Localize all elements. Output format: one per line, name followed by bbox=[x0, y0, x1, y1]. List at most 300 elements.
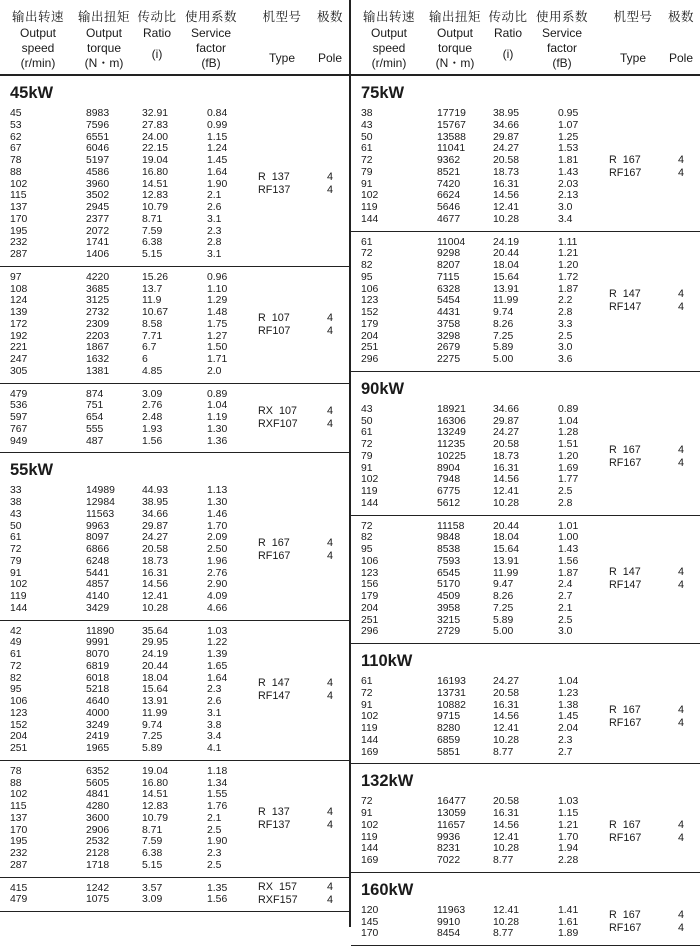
fb-cell: 1.45 bbox=[558, 711, 579, 723]
ratio-cell: 16.31 bbox=[493, 699, 520, 711]
speed-cell: 62 bbox=[10, 131, 22, 143]
ratio-cell: 12.41 bbox=[493, 831, 520, 843]
fb-cell: 1.04 bbox=[558, 676, 579, 687]
fb-cell: 2.8 bbox=[558, 497, 573, 509]
speed-cell: 91 bbox=[361, 462, 373, 474]
ratio-cell: 1.56 bbox=[142, 435, 163, 447]
speed-cell: 179 bbox=[361, 591, 379, 602]
header-cell bbox=[356, 0, 422, 71]
ratio-cell: 16.80 bbox=[142, 777, 169, 789]
speed-cell: 72 bbox=[361, 439, 373, 450]
fb-cell: 2.5 bbox=[207, 824, 222, 836]
group-rule bbox=[351, 231, 700, 232]
ratio-cell: 3.57 bbox=[142, 882, 163, 894]
header-en: torque bbox=[86, 41, 122, 55]
data-group bbox=[351, 905, 700, 940]
fb-cell: 1.38 bbox=[558, 699, 579, 711]
ratio-cell: 10.28 bbox=[493, 843, 520, 855]
fb-cell: 0.89 bbox=[558, 403, 579, 415]
fb-cell: 4.09 bbox=[207, 591, 228, 602]
fb-cell: 2.6 bbox=[207, 202, 222, 213]
power-heading: 132kW bbox=[361, 772, 414, 791]
torque-cell: 14989 bbox=[86, 485, 115, 497]
ratio-cell: 8.26 bbox=[493, 591, 514, 602]
fb-cell: 2.1 bbox=[207, 190, 222, 202]
speed-cell: 42 bbox=[10, 625, 22, 637]
pole-count: 4 bbox=[678, 831, 685, 844]
fb-cell: 1.35 bbox=[207, 882, 228, 894]
speed-column bbox=[10, 485, 27, 614]
header-en: (i) bbox=[502, 47, 514, 61]
fb-cell: 2.8 bbox=[207, 237, 222, 249]
speed-cell: 296 bbox=[361, 626, 379, 638]
header-en: Output bbox=[19, 26, 57, 40]
fb-cell: 1.25 bbox=[558, 131, 579, 143]
ratio-cell: 16.31 bbox=[493, 808, 520, 819]
fb-cell: 2.3 bbox=[558, 734, 573, 746]
pole-count: 4 bbox=[327, 536, 334, 549]
speed-column bbox=[10, 883, 27, 907]
header-en: (r/min) bbox=[371, 56, 407, 70]
ratio-cell: 10.79 bbox=[142, 202, 169, 213]
ratio-cell: 34.66 bbox=[493, 403, 520, 415]
speed-cell: 82 bbox=[361, 532, 373, 544]
header-en: Output bbox=[370, 26, 408, 40]
speed-cell: 102 bbox=[10, 178, 28, 190]
header-zh: 机型号 bbox=[262, 10, 302, 24]
header-zh: 极数 bbox=[316, 10, 343, 24]
fb-cell: 2.6 bbox=[207, 696, 222, 707]
speed-cell: 82 bbox=[361, 260, 373, 271]
torque-cell: 9936 bbox=[437, 831, 461, 843]
pole-count: 4 bbox=[678, 166, 685, 179]
fb-cell: 1.69 bbox=[558, 462, 579, 474]
speed-cell: 251 bbox=[10, 743, 28, 754]
header-en: Type bbox=[619, 51, 646, 65]
torque-column bbox=[437, 521, 464, 639]
speed-cell: 296 bbox=[361, 354, 379, 365]
fb-cell: 1.19 bbox=[207, 412, 228, 423]
fb-column bbox=[207, 108, 227, 261]
ratio-cell: 12.41 bbox=[493, 202, 520, 213]
pole-count: 4 bbox=[327, 818, 334, 831]
group-rule bbox=[0, 452, 349, 453]
speed-cell: 106 bbox=[361, 555, 379, 567]
torque-cell: 10225 bbox=[437, 450, 466, 462]
torque-column bbox=[437, 796, 466, 867]
speed-cell: 43 bbox=[361, 119, 373, 131]
ratio-column bbox=[142, 766, 168, 872]
ratio-cell: 14.51 bbox=[142, 178, 169, 190]
torque-cell: 2203 bbox=[86, 330, 110, 342]
fb-cell: 1.65 bbox=[207, 660, 228, 672]
ratio-cell: 13.91 bbox=[493, 555, 520, 567]
speed-cell: 61 bbox=[10, 532, 22, 544]
ratio-cell: 18.04 bbox=[493, 260, 520, 271]
torque-column bbox=[437, 404, 466, 510]
fb-cell: 1.01 bbox=[558, 520, 579, 532]
speed-cell: 78 bbox=[10, 765, 22, 777]
fb-column bbox=[558, 404, 578, 510]
torque-cell: 8231 bbox=[437, 843, 461, 855]
speed-cell: 232 bbox=[10, 848, 28, 859]
fb-cell: 2.3 bbox=[207, 684, 222, 696]
fb-cell: 1.21 bbox=[558, 248, 579, 260]
speed-cell: 91 bbox=[361, 178, 373, 190]
ratio-cell: 34.66 bbox=[493, 119, 520, 131]
fb-cell: 1.03 bbox=[558, 796, 579, 808]
group-rule bbox=[351, 515, 700, 516]
ratio-cell: 24.27 bbox=[142, 532, 169, 544]
speed-cell: 72 bbox=[361, 155, 373, 166]
fb-cell: 2.5 bbox=[558, 614, 573, 626]
header-en: Ratio bbox=[142, 26, 171, 40]
torque-cell: 3758 bbox=[437, 318, 461, 330]
model-type: R 107 bbox=[258, 311, 290, 324]
speed-cell: 169 bbox=[361, 855, 379, 866]
speed-cell: 479 bbox=[10, 894, 28, 906]
torque-cell: 4509 bbox=[437, 591, 461, 602]
torque-cell: 3502 bbox=[86, 190, 110, 202]
fb-cell: 2.28 bbox=[558, 855, 579, 866]
torque-cell: 9848 bbox=[437, 532, 461, 544]
fb-cell: 1.96 bbox=[207, 555, 228, 567]
pole-count: 4 bbox=[327, 404, 334, 417]
torque-cell: 874 bbox=[86, 388, 104, 400]
ratio-cell: 10.28 bbox=[493, 213, 520, 225]
group-rule bbox=[0, 383, 349, 384]
ratio-column bbox=[493, 905, 519, 940]
fb-cell: 1.77 bbox=[558, 474, 579, 486]
fb-cell: 2.09 bbox=[207, 532, 228, 544]
pole-count: 4 bbox=[678, 909, 685, 922]
torque-cell: 8280 bbox=[437, 723, 461, 734]
header-zh: 输出转速 bbox=[11, 10, 64, 24]
torque-cell: 8521 bbox=[437, 166, 461, 178]
torque-cell: 8097 bbox=[86, 532, 110, 544]
ratio-cell: 1.93 bbox=[142, 423, 163, 435]
header-en: (fB) bbox=[552, 56, 572, 70]
torque-cell: 11158 bbox=[437, 520, 465, 532]
fb-cell: 1.29 bbox=[207, 295, 228, 307]
speed-cell: 43 bbox=[361, 403, 373, 415]
ratio-cell: 16.31 bbox=[142, 567, 169, 579]
torque-cell: 12984 bbox=[86, 497, 115, 508]
ratio-cell: 29.95 bbox=[142, 637, 169, 649]
torque-cell: 555 bbox=[86, 423, 104, 435]
model-type: RF147 bbox=[609, 301, 642, 314]
ratio-cell: 20.58 bbox=[493, 687, 520, 699]
pole-count: 4 bbox=[678, 456, 685, 469]
ratio-cell: 16.31 bbox=[493, 462, 520, 474]
ratio-cell: 5.89 bbox=[493, 342, 514, 354]
ratio-cell: 14.56 bbox=[493, 819, 520, 831]
torque-cell: 2128 bbox=[86, 848, 110, 859]
speed-cell: 204 bbox=[10, 731, 28, 743]
speed-cell: 156 bbox=[361, 579, 379, 591]
group-rule bbox=[351, 872, 700, 873]
ratio-cell: 10.28 bbox=[493, 734, 520, 746]
speed-cell: 170 bbox=[361, 928, 379, 940]
torque-cell: 4677 bbox=[437, 213, 461, 225]
fb-cell: 1.46 bbox=[207, 508, 228, 520]
ratio-cell: 3.09 bbox=[142, 388, 163, 400]
torque-cell: 1632 bbox=[86, 354, 110, 365]
header-en: torque bbox=[437, 41, 473, 55]
ratio-cell: 7.71 bbox=[142, 330, 163, 342]
ratio-cell: 15.64 bbox=[493, 271, 520, 283]
speed-cell: 195 bbox=[10, 225, 28, 237]
torque-cell: 2309 bbox=[86, 318, 110, 330]
fb-cell: 1.18 bbox=[207, 765, 228, 777]
speed-cell: 123 bbox=[361, 295, 379, 307]
torque-column bbox=[86, 272, 109, 378]
ratio-cell: 15.64 bbox=[493, 544, 520, 555]
torque-cell: 7593 bbox=[437, 555, 461, 567]
torque-cell: 4280 bbox=[86, 801, 110, 812]
data-group bbox=[0, 108, 349, 261]
torque-cell: 2945 bbox=[86, 202, 110, 213]
right-column bbox=[351, 0, 700, 940]
group-rule bbox=[0, 760, 349, 761]
speed-column bbox=[361, 676, 378, 758]
header-en: (i) bbox=[151, 47, 163, 61]
model-type: R 167 bbox=[609, 909, 641, 922]
speed-cell: 72 bbox=[361, 687, 373, 699]
torque-cell: 1741 bbox=[86, 237, 110, 249]
header-en: Type bbox=[268, 51, 295, 65]
pole-count: 4 bbox=[327, 881, 334, 894]
speed-cell: 102 bbox=[361, 711, 379, 723]
fb-cell: 3.1 bbox=[207, 213, 222, 225]
fb-cell: 2.50 bbox=[207, 544, 228, 555]
torque-cell: 2419 bbox=[86, 731, 110, 743]
speed-cell: 144 bbox=[361, 843, 379, 855]
data-group bbox=[0, 626, 349, 755]
ratio-column bbox=[493, 796, 519, 867]
ratio-cell: 13.91 bbox=[493, 283, 520, 295]
fb-cell: 3.1 bbox=[207, 249, 222, 260]
model-type: RF167 bbox=[609, 166, 642, 179]
ratio-column bbox=[493, 404, 519, 510]
torque-cell: 2906 bbox=[86, 824, 110, 836]
fb-cell: 0.96 bbox=[207, 271, 228, 283]
ratio-cell: 7.59 bbox=[142, 225, 163, 237]
header-zh: 传动比 bbox=[488, 10, 528, 24]
speed-cell: 33 bbox=[10, 485, 22, 497]
torque-cell: 751 bbox=[86, 400, 104, 412]
ratio-cell: 10.28 bbox=[493, 497, 520, 509]
speed-cell: 120 bbox=[361, 904, 379, 916]
fb-cell: 1.76 bbox=[207, 801, 228, 812]
torque-cell: 3249 bbox=[86, 719, 110, 731]
ratio-column bbox=[493, 237, 519, 366]
torque-cell: 6551 bbox=[86, 131, 110, 143]
torque-cell: 6859 bbox=[437, 734, 461, 746]
fb-cell: 1.20 bbox=[558, 260, 579, 271]
speed-cell: 169 bbox=[361, 746, 379, 758]
speed-cell: 61 bbox=[361, 676, 373, 687]
speed-cell: 45 bbox=[10, 108, 22, 119]
fb-cell: 1.64 bbox=[207, 672, 228, 684]
ratio-cell: 6.7 bbox=[142, 342, 157, 354]
model-type: RXF157 bbox=[258, 894, 298, 907]
power-heading: 55kW bbox=[10, 461, 54, 480]
speed-cell: 79 bbox=[361, 450, 373, 462]
ratio-cell: 10.67 bbox=[142, 307, 169, 318]
table-header bbox=[351, 0, 700, 74]
header-cell bbox=[311, 0, 349, 66]
fb-column bbox=[558, 521, 578, 639]
torque-cell: 5612 bbox=[437, 497, 461, 509]
speed-column bbox=[361, 404, 378, 510]
header-en: speed bbox=[21, 41, 55, 55]
speed-cell: 38 bbox=[10, 497, 22, 508]
fb-cell: 4.66 bbox=[207, 602, 228, 614]
ratio-cell: 24.19 bbox=[142, 649, 169, 660]
header-en: Service bbox=[190, 26, 231, 40]
torque-column bbox=[86, 883, 109, 907]
fb-cell: 3.0 bbox=[558, 626, 573, 638]
ratio-cell: 11.9 bbox=[142, 295, 162, 307]
speed-cell: 91 bbox=[10, 567, 22, 579]
ratio-cell: 38.95 bbox=[142, 497, 169, 508]
power-heading: 90kW bbox=[361, 379, 405, 398]
data-group bbox=[351, 404, 700, 510]
fb-cell: 1.56 bbox=[207, 894, 228, 906]
fb-cell: 2.7 bbox=[558, 746, 573, 758]
model-type: R 137 bbox=[258, 171, 290, 184]
fb-cell: 1.13 bbox=[207, 485, 228, 497]
torque-cell: 2732 bbox=[86, 307, 110, 318]
fb-cell: 0.84 bbox=[207, 108, 228, 119]
header-zh: 输出转速 bbox=[362, 10, 415, 24]
header-en: speed bbox=[372, 41, 406, 55]
ratio-cell: 8.71 bbox=[142, 213, 163, 225]
torque-cell: 5605 bbox=[86, 777, 110, 789]
speed-cell: 152 bbox=[10, 719, 28, 731]
header-en: (r/min) bbox=[20, 56, 56, 70]
speed-cell: 102 bbox=[361, 474, 379, 486]
ratio-cell: 5.89 bbox=[493, 614, 514, 626]
ratio-cell: 34.66 bbox=[142, 508, 169, 520]
ratio-cell: 27.83 bbox=[142, 119, 169, 131]
ratio-cell: 6.38 bbox=[142, 848, 163, 859]
torque-cell: 3298 bbox=[437, 330, 461, 342]
ratio-cell: 24.27 bbox=[493, 143, 520, 155]
fb-cell: 1.61 bbox=[558, 916, 579, 928]
pole-count: 4 bbox=[327, 805, 334, 818]
fb-cell: 1.90 bbox=[207, 836, 228, 848]
speed-cell: 95 bbox=[361, 544, 373, 555]
torque-cell: 18921 bbox=[437, 403, 466, 415]
model-type: R 147 bbox=[609, 288, 641, 301]
torque-cell: 5441 bbox=[86, 567, 110, 579]
ratio-cell: 14.56 bbox=[493, 190, 520, 202]
ratio-cell: 35.64 bbox=[142, 625, 169, 637]
header-zh: 极数 bbox=[667, 10, 694, 24]
pole-count: 4 bbox=[327, 184, 334, 197]
ratio-cell: 38.95 bbox=[493, 108, 520, 119]
speed-column bbox=[10, 626, 27, 755]
ratio-cell: 10.79 bbox=[142, 812, 169, 824]
fb-cell: 1.39 bbox=[207, 649, 228, 660]
torque-cell: 4140 bbox=[86, 591, 110, 602]
speed-cell: 78 bbox=[10, 155, 22, 166]
header-cell bbox=[254, 0, 310, 66]
torque-cell: 11963 bbox=[437, 904, 466, 916]
model-type: R 137 bbox=[258, 805, 290, 818]
ratio-cell: 6.38 bbox=[142, 237, 163, 249]
torque-column bbox=[437, 676, 466, 758]
torque-column bbox=[437, 237, 465, 366]
torque-cell: 5851 bbox=[437, 746, 461, 758]
model-type: RF137 bbox=[258, 184, 291, 197]
ratio-cell: 8.71 bbox=[142, 824, 163, 836]
model-type: R 167 bbox=[609, 443, 641, 456]
torque-cell: 13249 bbox=[437, 427, 466, 439]
ratio-cell: 18.04 bbox=[493, 532, 520, 544]
ratio-cell: 24.27 bbox=[493, 676, 520, 687]
ratio-cell: 9.74 bbox=[493, 307, 514, 318]
speed-cell: 102 bbox=[361, 190, 379, 202]
model-type: RF167 bbox=[258, 549, 291, 562]
fb-cell: 3.0 bbox=[558, 342, 573, 354]
header-en: Ratio bbox=[493, 26, 522, 40]
fb-cell: 1.04 bbox=[207, 400, 228, 412]
torque-cell: 16193 bbox=[437, 676, 466, 687]
speed-cell: 119 bbox=[361, 202, 378, 213]
model-type: R 147 bbox=[258, 677, 290, 690]
torque-cell: 8454 bbox=[437, 928, 461, 940]
ratio-cell: 20.58 bbox=[493, 155, 520, 166]
speed-cell: 251 bbox=[361, 614, 379, 626]
model-type: RF147 bbox=[609, 579, 642, 592]
pole-count: 4 bbox=[678, 704, 685, 717]
torque-cell: 8904 bbox=[437, 462, 461, 474]
speed-cell: 72 bbox=[361, 520, 373, 532]
fb-cell: 0.95 bbox=[558, 108, 579, 119]
fb-cell: 1.50 bbox=[207, 342, 228, 354]
speed-cell: 61 bbox=[361, 427, 373, 439]
torque-cell: 9963 bbox=[86, 520, 110, 532]
torque-cell: 10882 bbox=[437, 699, 466, 711]
model-type: RF147 bbox=[258, 690, 291, 703]
speed-column bbox=[361, 521, 378, 639]
ratio-cell: 13.7 bbox=[142, 283, 163, 295]
ratio-cell: 24.19 bbox=[493, 236, 520, 248]
fb-cell: 1.41 bbox=[558, 904, 579, 916]
pole-count: 4 bbox=[327, 549, 334, 562]
speed-cell: 949 bbox=[10, 435, 28, 447]
ratio-cell: 16.31 bbox=[493, 178, 520, 190]
speed-cell: 102 bbox=[10, 579, 28, 591]
torque-cell: 11004 bbox=[437, 236, 466, 248]
fb-cell: 1.70 bbox=[207, 520, 228, 532]
speed-cell: 61 bbox=[361, 236, 373, 248]
data-group bbox=[351, 237, 700, 366]
fb-cell: 3.0 bbox=[558, 202, 573, 213]
torque-cell: 6248 bbox=[86, 555, 110, 567]
fb-cell: 1.30 bbox=[207, 497, 228, 508]
torque-cell: 9991 bbox=[86, 637, 110, 649]
torque-column bbox=[86, 485, 115, 614]
speed-cell: 79 bbox=[10, 555, 22, 567]
fb-cell: 4.1 bbox=[207, 743, 222, 754]
torque-cell: 4640 bbox=[86, 696, 110, 707]
ratio-cell: 12.83 bbox=[142, 801, 169, 812]
header-zh: 使用系数 bbox=[184, 10, 237, 24]
